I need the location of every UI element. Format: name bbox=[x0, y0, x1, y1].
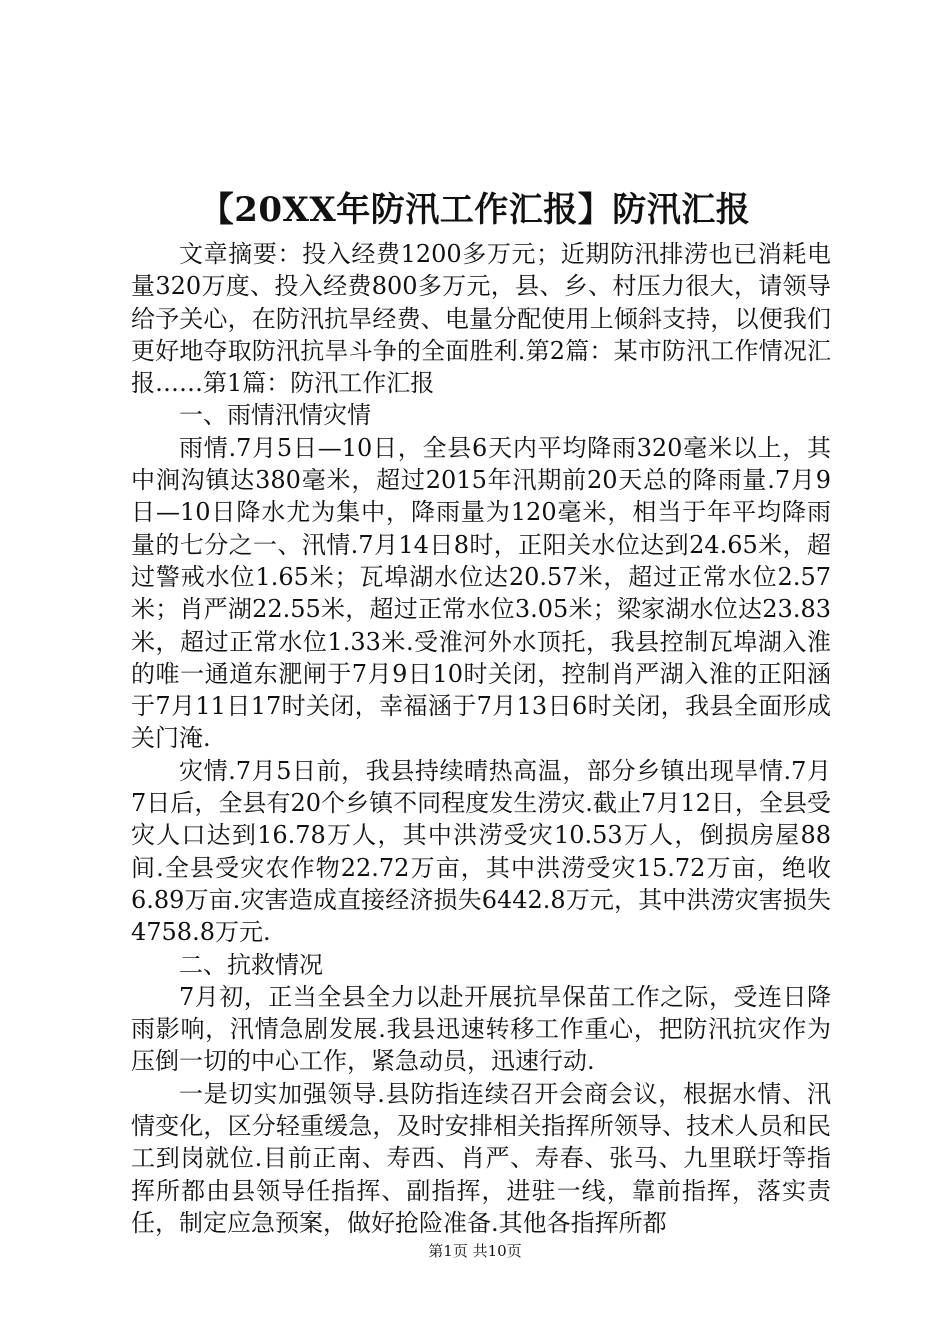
rain-situation-paragraph: 雨情.7月5日—10日，全县6天内平均降雨320毫米以上，其中涧沟镇达380毫米，超过2015年汛期前20天总的降雨量.7月9日—10日降水尤为集中，降雨量为120毫米，相当于年平均降雨量的七分之一、汛情.7月14日8时，正阳关水位达到24.65米，超过警戒水位1.65米；瓦埠湖水位达20.57米，超过正常水位2.57米；肖严湖22.55米，超过正常水位3.05米；梁家湖水位达23.83米，超过正常水位1.33米.受淮河外水顶托，我县控制瓦埠湖入淮的唯一通道东淝闸于7月9日10时关闭，控制肖严湖入淮的正阳涵于7月11日17时关闭，幸福涵于7月13日6时关闭，我县全面形成关门淹. bbox=[131, 433, 831, 753]
leadership-paragraph: 一是切实加强领导.县防指连续召开会商会议，根据水情、汛情变化，区分轻重缓急，及时安排相关指挥所领导、技术人员和民工到岗就位.目前正南、寿西、肖严、寿春、张马、九里联圩等指挥所都由县领导任指挥、副指挥，进驻一线，靠前指挥，落实责任，制定应急预案，做好抢险准备.其他各指挥所都 bbox=[131, 1079, 831, 1237]
page-footer: 第1页 共10页 bbox=[428, 1242, 522, 1260]
document-title: 【20XX年防汛工作汇报】防汛汇报 bbox=[199, 190, 751, 230]
section-heading-rescue: 二、抗救情况 bbox=[179, 950, 323, 979]
document-body bbox=[131, 238, 831, 1239]
abstract-paragraph: 文章摘要：投入经费1200多万元；近期防汛排涝也已消耗电量320万度、投入经费800多万元，县、乡、村压力很大，请领导给予关心，在防汛抗旱经费、电量分配使用上倾斜支持，以便我们更好地夺取防汛抗旱斗争的全面胜利.第2篇：某市防汛工作情况汇报……第1篇：防汛工作汇报 bbox=[131, 240, 831, 398]
section-heading-rain-flood-disaster: 一、雨情汛情灾情 bbox=[179, 401, 371, 430]
rescue-intro-paragraph: 7月初，正当全县全力以赴开展抗旱保苗工作之际，受连日降雨影响，汛情急剧发展.我县迅速转移工作重心，把防汛抗灾作为压倒一切的中心工作，紧急动员，迅速行动. bbox=[131, 982, 831, 1076]
disaster-situation-paragraph: 灾情.7月5日前，我县持续晴热高温，部分乡镇出现旱情.7月7日后，全县有20个乡镇不同程度发生涝灾.截止7月12日，全县受灾人口达到16.78万人，其中洪涝受灾10.53万人，倒损房屋88间.全县受灾农作物22.72万亩，其中洪涝受灾15.72万亩，绝收6.89万亩.灾害造成直接经济损失6442.8万元，其中洪涝灾害损失4758.8万元. bbox=[131, 756, 831, 947]
